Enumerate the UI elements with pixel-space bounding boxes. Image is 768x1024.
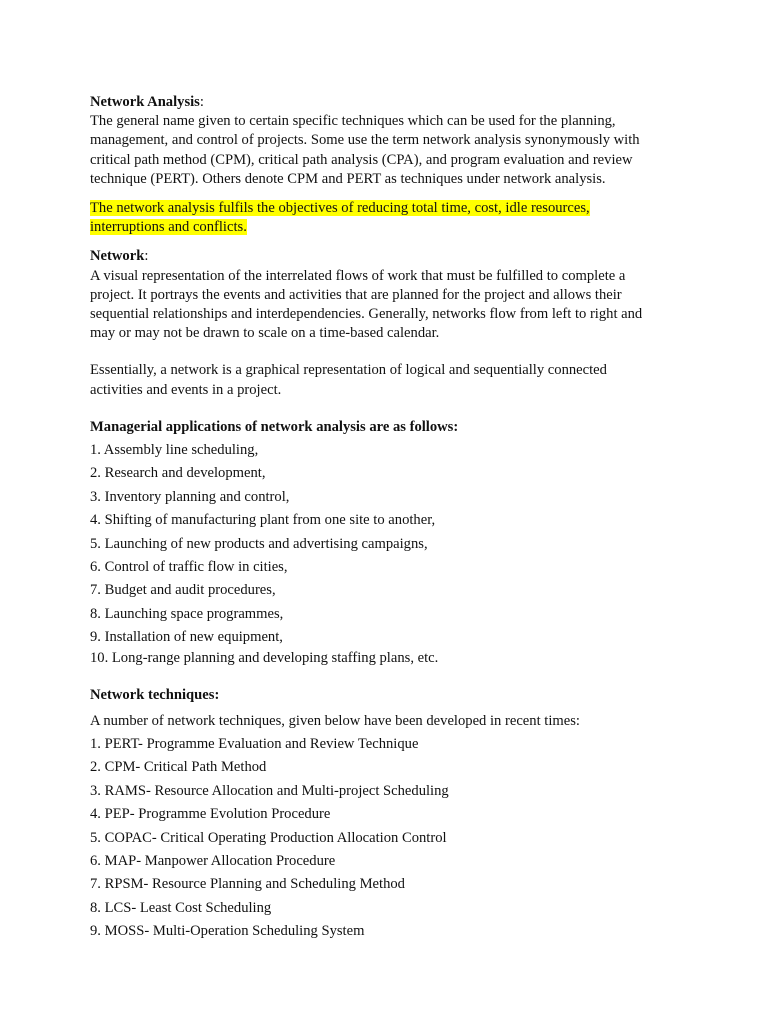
techniques-list-item: 3. RAMS- Resource Allocation and Multi-project Scheduling [90, 782, 449, 799]
highlighted-text: The network analysis fulfils the objectives of reducing total time, cost, idle resources, [90, 200, 590, 217]
network-heading-line [90, 247, 670, 266]
techniques-list-item: 4. PEP- Programme Evolution Procedure [90, 806, 331, 823]
techniques-list-item: 9. MOSS- Multi-Operation Scheduling System [90, 923, 365, 940]
network-body-line: may or may not be drawn to scale on a time-based calendar. [90, 325, 440, 342]
techniques-heading: Network techniques: [90, 687, 220, 704]
managerial-list-item: 4. Shifting of manufacturing plant from one site to another, [90, 512, 436, 529]
highlighted-objective-line [90, 199, 670, 218]
highlighted-text: interruptions and conflicts. [90, 219, 247, 236]
heading-colon: : [144, 248, 149, 265]
heading-colon: : [199, 94, 204, 110]
network-analysis-body-line: The general name given to certain specific techniques which can be used for the planning, [90, 113, 616, 130]
techniques-list-item: 2. CPM- Critical Path Method [90, 759, 267, 776]
managerial-list-item: 5. Launching of new products and advertising campaigns, [90, 535, 428, 552]
techniques-list-item: 8. LCS- Least Cost Scheduling [90, 899, 272, 916]
network-body-line: sequential relationships and interdependencies. Generally, networks flow from left to right and [90, 306, 643, 323]
managerial-list-item: 10. Long-range planning and developing staffing plans, etc. [90, 650, 439, 667]
network-analysis-heading: Network Analysis [90, 94, 200, 110]
managerial-list-item: 6. Control of traffic flow in cities, [90, 559, 288, 576]
highlighted-objective-line [90, 218, 670, 237]
managerial-list-item: 9. Installation of new equipment, [90, 629, 283, 646]
techniques-list-item: 1. PERT- Programme Evaluation and Review Technique [90, 735, 419, 752]
managerial-list-item: 2. Research and development, [90, 465, 266, 482]
managerial-list-item: 3. Inventory planning and control, [90, 488, 290, 505]
network-analysis-body-line: technique (PERT). Others denote CPM and PERT as techniques under network analysis. [90, 170, 606, 187]
network-analysis-body-line: management, and control of projects. Some use the term network analysis synonymously with [90, 132, 640, 149]
document-page [90, 93, 670, 944]
managerial-heading: Managerial applications of network analysis are as follows: [90, 418, 459, 435]
managerial-list-item: 1. Assembly line scheduling, [90, 442, 259, 459]
techniques-list-item: 5. COPAC- Critical Operating Production Allocation Control [90, 829, 447, 846]
network-body-line: A visual representation of the interrelated flows of work that must be fulfilled to complete a [90, 267, 626, 284]
network-essential-line: Essentially, a network is a graphical representation of logical and sequentially connected [90, 362, 607, 379]
network-analysis-heading-line [90, 93, 670, 112]
managerial-list-item: 8. Launching space programmes, [90, 605, 284, 622]
techniques-list-item: 7. RPSM- Resource Planning and Scheduling Method [90, 876, 405, 893]
network-analysis-body-line: critical path method (CPM), critical path analysis (CPA), and program evaluation and review [90, 151, 633, 168]
network-essential-line: activities and events in a project. [90, 381, 282, 398]
network-heading: Network [90, 248, 145, 265]
managerial-list-item: 7. Budget and audit procedures, [90, 582, 276, 599]
techniques-intro: A number of network techniques, given below have been developed in recent times: [90, 712, 580, 729]
techniques-list-item: 6. MAP- Manpower Allocation Procedure [90, 852, 336, 869]
network-body-line: project. It portrays the events and activities that are planned for the project and allows their [90, 286, 622, 303]
